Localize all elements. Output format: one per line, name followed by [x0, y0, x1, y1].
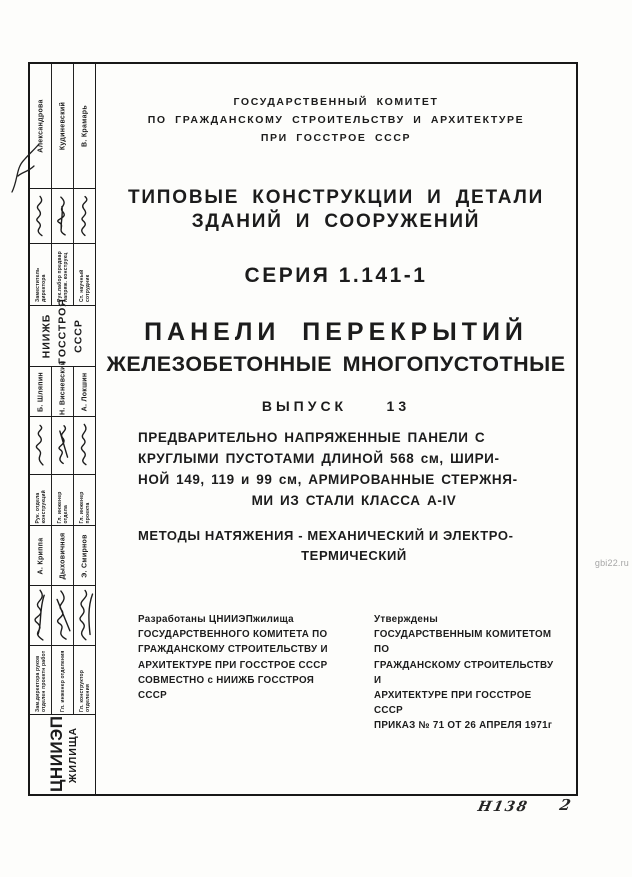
- signer-title: Гл. конструктор отделения: [78, 670, 91, 713]
- caption-line: ЗДАНИЙ И СООРУЖЕНИЙ: [191, 210, 481, 232]
- header-line: ГОСУДАРСТВЕННЫЙ КОМИТЕТ: [233, 96, 439, 108]
- margin-scribble-icon: [8, 142, 42, 198]
- approved-line: ГРАЖДАНСКОМУ СТРОИТЕЛЬСТВУ И: [374, 659, 554, 686]
- stamp-names-group2: [30, 360, 95, 416]
- methods-line: ТЕРМИЧЕСКИЙ: [301, 548, 407, 564]
- signer-title: Гл. инженер отдела: [56, 491, 69, 524]
- stamp-title-cell: [30, 244, 51, 305]
- caption-line: ТИПОВЫЕ КОНСТРУКЦИИ И ДЕТАЛИ: [127, 187, 545, 208]
- main-title-line: ПАНЕЛИ ПЕРЕКРЫТИЙ: [144, 318, 528, 346]
- main-title: [96, 316, 576, 379]
- signer-name: Дыховичная: [59, 532, 66, 580]
- handwritten-document-number: Н138: [476, 799, 531, 815]
- signer-name: В. Крамарь: [81, 105, 88, 148]
- developed-line: ГОСУДАРСТВЕННОГО КОМИТЕТА ПО: [138, 629, 328, 641]
- watermark: gbi22.ru: [594, 558, 629, 568]
- approved-line: АРХИТЕКТУРЕ ПРИ ГОССТРОЕ СССР: [374, 689, 532, 717]
- signer-title: Гл. инженер отделения: [59, 650, 66, 713]
- signer-title: Ст. научный сотрудник: [78, 269, 91, 303]
- org-name: [39, 298, 86, 364]
- signer-name: Кудиневский: [59, 102, 66, 151]
- stamp-titles-group2: [30, 474, 95, 526]
- developed-line: ГРАЖДАНСКОМУ СТРОИТЕЛЬСТВУ И: [138, 644, 328, 656]
- description-line: НОЙ 149, 119 и 99 см, АРМИРОВАННЫЕ СТЕРЖНЯ-: [138, 471, 518, 487]
- signature-cell: [73, 586, 95, 645]
- description-line: КРУГЛЫМИ ПУСТОТАМИ ДЛИНОЙ 568 см, ШИРИ-: [138, 450, 500, 466]
- header-line: ПРИ ГОССТРОЕ СССР: [260, 131, 412, 144]
- signer-title: Рук. отдела конструкций: [34, 490, 47, 524]
- issue-number: ВЫПУСК 13: [261, 398, 411, 414]
- description-line: МИ ИЗ СТАЛИ КЛАССА А-IV: [251, 492, 457, 508]
- signature-cell: [30, 417, 51, 474]
- developed-line: АРХИТЕКТУРЕ ПРИ ГОССТРОЕ СССР: [138, 659, 328, 671]
- org-cell: [30, 298, 95, 367]
- signer-title: Гл. инженер проекта: [78, 491, 91, 524]
- stamp-title-cell: [73, 646, 95, 715]
- signer-name: Э. Смирнов: [81, 534, 88, 578]
- stamp-title-cell: [30, 475, 51, 526]
- approved-line: Утверждены: [374, 614, 438, 625]
- signature-cell: [51, 189, 73, 243]
- stamp-name-cell: [51, 360, 73, 416]
- series-number: СЕРИЯ 1.141-1: [244, 264, 428, 287]
- main-title-line: ЖЕЛЕЗОБЕТОННЫЕ МНОГОПУСТОТНЫЕ: [106, 351, 566, 376]
- approved-by: [374, 612, 562, 733]
- stamp-title-cell: [73, 475, 95, 526]
- developed-line: Разработаны ЦНИИЭПжилища: [138, 614, 294, 625]
- approved-line: ПРИКАЗ № 71 ОТ 26 АПРЕЛЯ 1971г: [374, 720, 553, 732]
- signature-scribble-icon: [71, 422, 98, 469]
- stamp-org-niizhb: [30, 298, 95, 367]
- signer-name: Александрова: [37, 99, 44, 153]
- approved-line: ГОСУДАРСТВЕННЫМ КОМИТЕТОМ ПО: [374, 629, 552, 656]
- stamp-titles-group3: [30, 645, 95, 715]
- methods-line: МЕТОДЫ НАТЯЖЕНИЯ - МЕХАНИЧЕСКИЙ И ЭЛЕКТРО-: [138, 528, 514, 543]
- stamp-name-cell: [30, 526, 51, 585]
- series-caption: [96, 186, 576, 234]
- stamp-signatures-group2: [30, 416, 95, 474]
- stamp-name-cell: [73, 367, 95, 416]
- methods-paragraph: [138, 526, 570, 566]
- stamp-title-cell: [73, 244, 95, 305]
- title-block: [96, 64, 576, 794]
- signature-cell: [73, 189, 95, 243]
- handwritten-sheet-number: 2: [558, 796, 573, 814]
- org-line: СССР: [71, 319, 84, 353]
- stamp-titles-group1: [30, 243, 95, 305]
- stamp-names-group3: [30, 525, 95, 585]
- signer-name: Н. Висневский: [59, 360, 66, 415]
- stamp-name-cell: [51, 526, 73, 585]
- committee-header: [96, 94, 576, 148]
- signature-scribble-icon: [71, 194, 97, 239]
- stamp-title-cell: [51, 475, 73, 526]
- developed-line: СОВМЕСТНО с НИИЖБ ГОССТРОЯ: [138, 674, 315, 686]
- org-name: [46, 715, 79, 792]
- description-paragraph: [138, 428, 570, 512]
- org-line: НИИЖБ: [39, 313, 52, 359]
- header-line: ПО ГРАЖДАНСКОМУ СТРОИТЕЛЬСТВУ И АРХИТЕКТУРЕ: [147, 113, 525, 126]
- developed-line: СССР: [138, 689, 167, 701]
- org-line: ЦНИИЭП: [46, 715, 66, 792]
- signer-name: А. Криппа: [37, 537, 44, 575]
- org-line: ЖИЛИЩА: [66, 726, 79, 783]
- signer-title: Заместитель директора: [34, 268, 47, 303]
- stamp-title-cell: [51, 244, 73, 305]
- org-line: ГОССТРОЯ: [55, 298, 68, 364]
- stamp-signatures-group3: [30, 585, 95, 645]
- description-line: ПРЕДВАРИТЕЛЬНО НАПРЯЖЕННЫЕ ПАНЕЛИ С: [138, 430, 486, 445]
- developed-by: [138, 612, 348, 733]
- document-frame: [28, 62, 578, 796]
- stamp-name-cell: [51, 64, 73, 188]
- signer-name: А. Локшин: [81, 372, 88, 412]
- stamp-title-cell: [30, 646, 51, 715]
- stamp-name-cell: [30, 367, 51, 416]
- stamp-title-cell: [51, 646, 73, 715]
- signer-name: Б. Шляпин: [37, 371, 44, 412]
- signature-cell: [73, 417, 95, 474]
- approval-block: [138, 612, 562, 733]
- signature-cell: [51, 417, 73, 474]
- signer-title: Рук.лабор предвар напряж. конструкц: [56, 251, 69, 303]
- signer-title: Зам.директора руков отделен проектн работ: [34, 650, 47, 713]
- org-cell: [30, 715, 95, 794]
- stamp-name-cell: [73, 64, 95, 188]
- stamp-name-cell: [73, 526, 95, 585]
- stamp-org-cniiep: [30, 714, 95, 794]
